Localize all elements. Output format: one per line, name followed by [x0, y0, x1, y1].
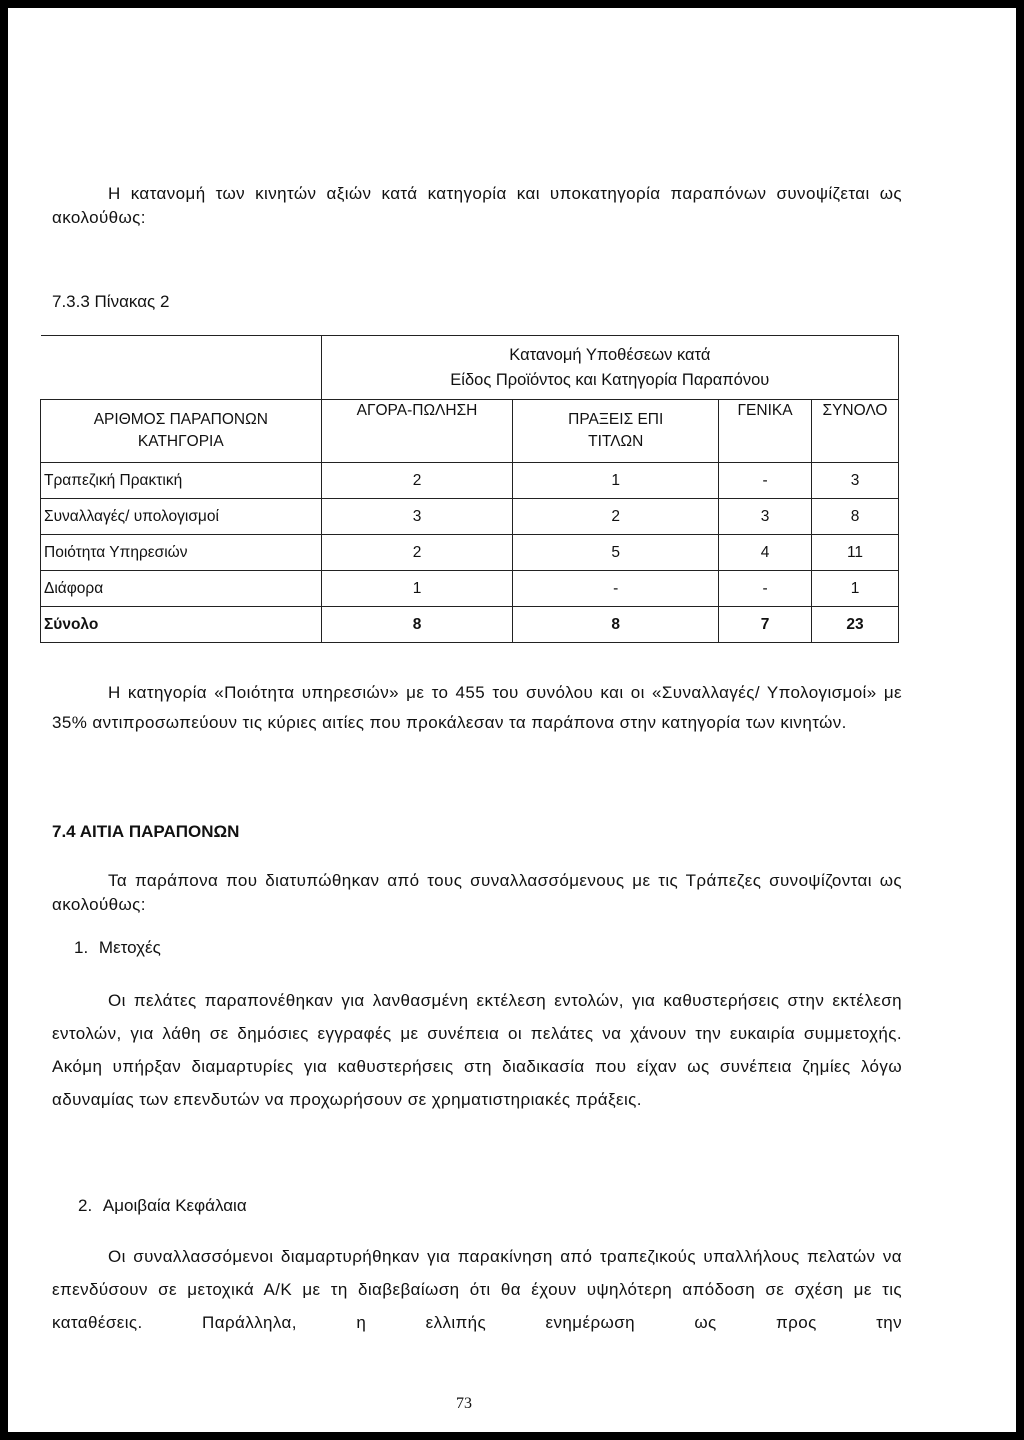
cell: - [719, 571, 812, 607]
total-cell: 8 [513, 607, 719, 643]
table-row [41, 571, 899, 607]
table-title-line2: Είδος Προϊόντος και Κατηγορία Παραπόνου [450, 370, 770, 389]
table-title-line1: Κατανομή Υποθέσεων κατά [509, 345, 711, 364]
total-cell: 7 [719, 607, 812, 643]
total-cell: 8 [321, 607, 513, 643]
row-header [41, 400, 322, 463]
item2-number: 2. [78, 1196, 93, 1215]
cell: 5 [513, 535, 719, 571]
intro-paragraph: Η κατανομή των κινητών αξιών κατά κατηγορία και υποκατηγορία παραπόνων συνοψίζεται ως ακολούθως: [52, 184, 902, 227]
row-header-line1: ΑΡΙΘΜΟΣ ΠΑΡΑΠΟΝΩΝ [93, 411, 268, 428]
cell: 3 [812, 463, 899, 499]
col-header-securities-line1: ΠΡΑΞΕΙΣ ΕΠΙ [568, 411, 664, 428]
row-label: Ποιότητα Υπηρεσιών [41, 535, 322, 571]
table-corner [41, 336, 322, 400]
document-page [8, 8, 1016, 1432]
row-label: Τραπεζική Πρακτική [41, 463, 322, 499]
table-caption: 7.3.3 Πίνακας 2 [52, 292, 170, 311]
item1-title: Μετοχές [98, 938, 161, 957]
row-header-line2: ΚΑΤΗΓΟΡΙΑ [137, 433, 224, 450]
section-title: 7.4 ΑΙΤΙΑ ΠΑΡΑΠΟΝΩΝ [52, 822, 240, 841]
cell: 3 [321, 499, 513, 535]
section-intro: Τα παράπονα που διατυπώθηκαν από τους συναλλασσόμενους με τις Τράπεζες συνοψίζονται ως ακολούθως: [52, 871, 902, 914]
cell: 2 [321, 463, 513, 499]
page-number: 73 [456, 1395, 472, 1412]
total-cell: 23 [812, 607, 899, 643]
table-row [41, 499, 899, 535]
cell: 2 [321, 535, 513, 571]
row-label: Συναλλαγές/ υπολογισμοί [41, 499, 322, 535]
cell: 1 [812, 571, 899, 607]
item2-paragraph: Οι συναλλασσόμενοι διαμαρτυρήθηκαν για παρακίνηση από τραπεζικούς υπαλλήλους πελατών να επενδύσουν σε μετοχικά Α/Κ με τη διαβεβαίωση ότι θα έχουν υψηλότερη απόδοση σε σχέση με τις καταθέσεις. Παράλληλα, η ελλιπής ενημέρωση ως προς την [52, 1247, 902, 1332]
col-header-buy-sell: ΑΓΟΡΑ-ΠΩΛΗΣΗ [321, 400, 513, 463]
col-header-securities-line2: ΤΙΤΛΩΝ [588, 433, 644, 450]
table-row [41, 535, 899, 571]
col-header-general: ΓΕΝΙΚΑ [719, 400, 812, 463]
item1-heading [74, 938, 161, 958]
total-label: Σύνολο [41, 607, 322, 643]
cell: 1 [513, 463, 719, 499]
cell: - [719, 463, 812, 499]
cell: - [513, 571, 719, 607]
item1-paragraph: Οι πελάτες παραπονέθηκαν για λανθασμένη εκτέλεση εντολών, για καθυστερήσεις στην εκτέλεση εντολών, για λάθη σε δημόσιες εγγραφές με συνέπεια οι πελάτες να χάνουν την ευκαιρία συμμετοχής. Ακόμη υπήρξαν διαμαρτυρίες για καθυστερήσεις στη διαδικασία που είχαν ως συνέπεια ζημίες λόγω αδυναμίας των επενδυτών να προχωρήσουν σε χρηματιστηριακές πράξεις. [52, 991, 902, 1109]
cell: 1 [321, 571, 513, 607]
item1-number: 1. [74, 938, 89, 957]
table-row [41, 463, 899, 499]
cell: 3 [719, 499, 812, 535]
col-header-securities [513, 400, 719, 463]
cell: 8 [812, 499, 899, 535]
row-label: Διάφορα [41, 571, 322, 607]
item2-title: Αμοιβαία Κεφάλαια [102, 1196, 247, 1215]
complaints-table [40, 335, 899, 643]
cell: 4 [719, 535, 812, 571]
cell: 2 [513, 499, 719, 535]
after-table-paragraph: Η κατηγορία «Ποιότητα υπηρεσιών» με το 455 του συνόλου και οι «Συναλλαγές/ Υπολογισμοί» με 35% αντιπροσωπεύουν τις κύριες αιτίες που προκάλεσαν τα παράπονα στην κατηγορία των κινητών. [52, 683, 902, 732]
cell: 11 [812, 535, 899, 571]
table-title [321, 336, 898, 400]
item2-heading [78, 1196, 247, 1216]
total-row [41, 607, 899, 643]
col-header-total: ΣΥΝΟΛΟ [812, 400, 899, 463]
